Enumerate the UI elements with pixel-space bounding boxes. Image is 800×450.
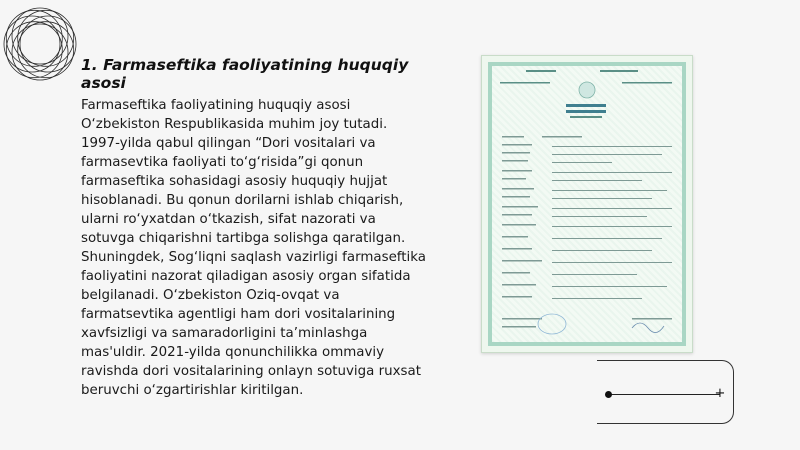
slide-body-text: Farmaseftika faoliyatining huquqiy asosi O‘zbekiston Respublikasida muhim joy tutadi. 1997-yilda qabul qilingan “Dori vositalari va farmasevtika faoliyati to‘g‘risida”gi qonun farmaseftika sohasidagi asosiy huquqiy hujjat hisoblanadi. Bu qonun dorilarni ishlab chiqarish, ularni ro‘yxatdan o‘tkazish, sifat nazorati va sotuvga chiqarishni tartibga solishga qaratilgan. Shuningdek, Sog‘liqni saqlash vazirligi farmaseftika faoliyatini nazorat qiladigan asosiy organ sifatida belgilanadi. O‘zbekiston Oziq-ovqat va farmatsevtika agentligi ham dori vositalarining xavfsizligi va samaradorligini ta’minlashga mas'uldir. 2021-yilda qonunchilikka ommaviy ravishda dori vositalarining onlayn sotuviga ruxsat beruvchi o‘zgartirishlar kiritilgan. [81,98,426,398]
decorative-circle-icon [0,4,80,84]
slide-title: 1. Farmaseftika faoliyatining huquqiy asosi [81,56,409,92]
certificate-content [482,56,692,352]
slider-track [608,394,720,395]
plus-icon: + [714,386,726,401]
slider-knob [605,391,612,398]
license-certificate-image [481,55,693,353]
